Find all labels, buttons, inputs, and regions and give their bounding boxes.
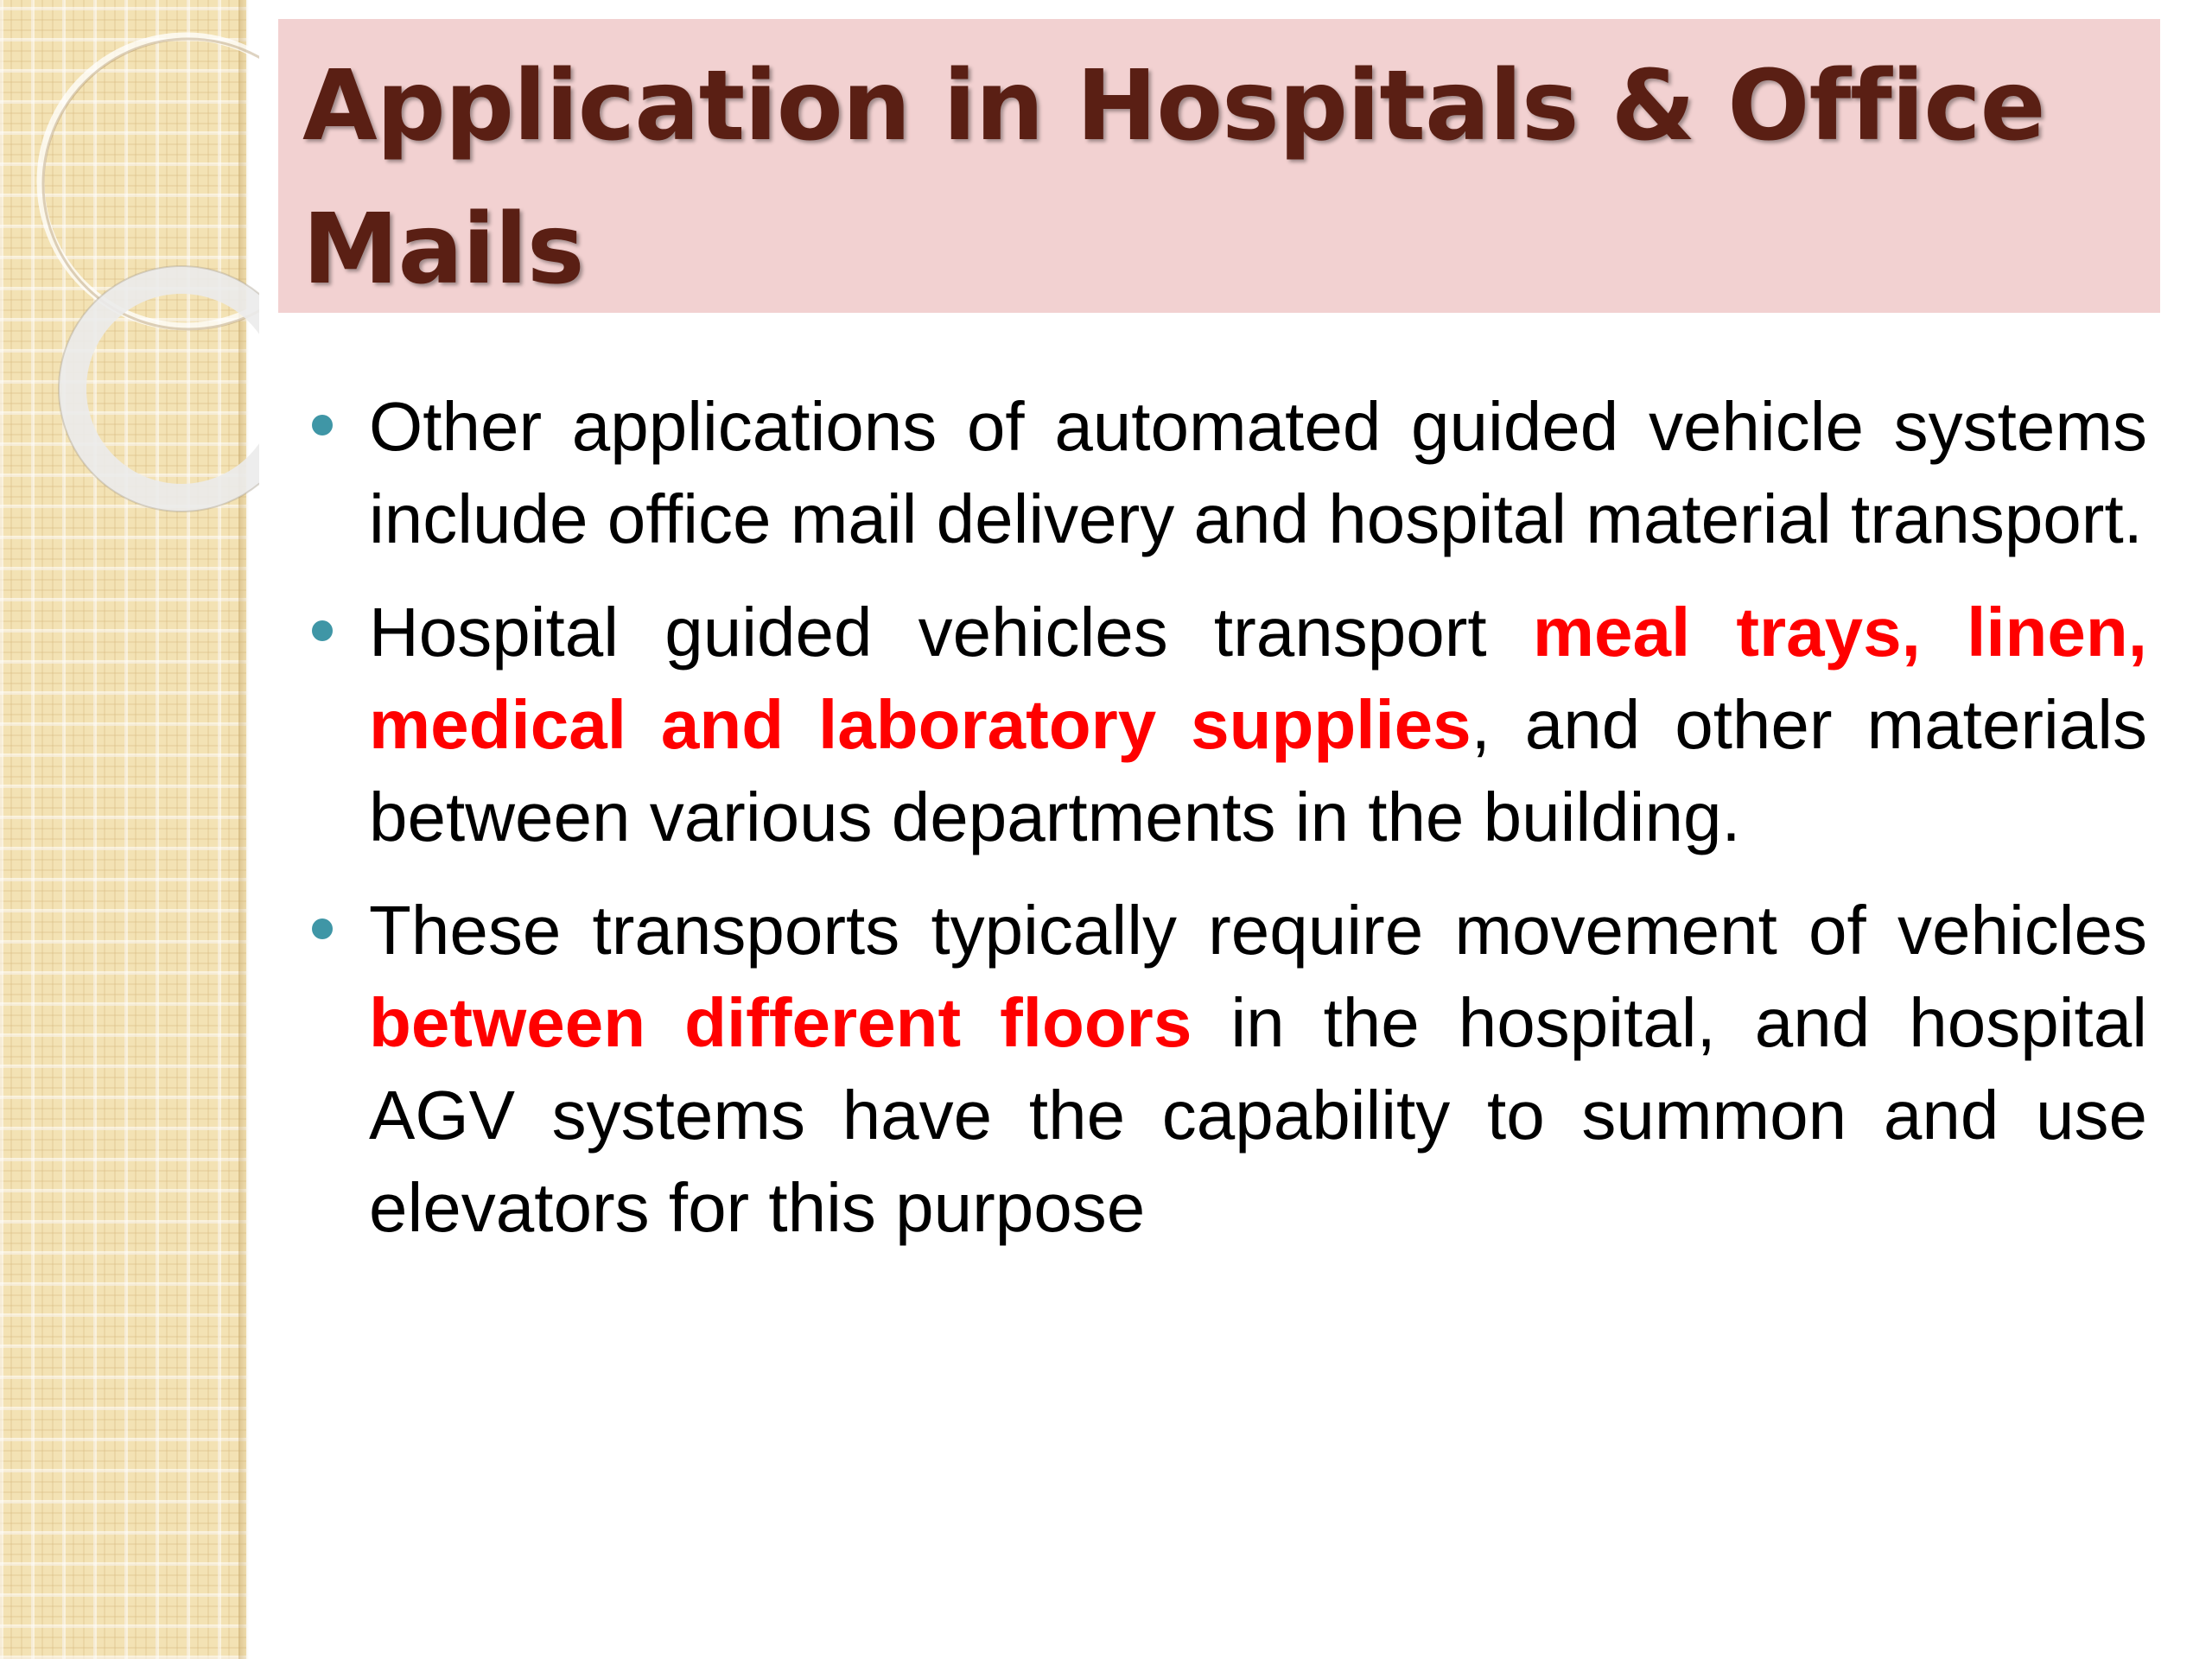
small-ring [73,280,259,498]
round-bullet-icon [312,918,333,939]
bullet-text: Hospital guided vehicles transport [369,594,1533,671]
bullet-text-after: , and other materials between various departments in the building. [369,686,2147,855]
decorative-rings-icon [0,0,259,553]
bullet-text: Other applications of automated guided vehicle systems include office mail delivery and hospital material transport. [369,388,2147,557]
bullet-item-2 [307,586,2147,863]
bullet-highlight: meal trays, linen, medical and laboratory supplies [369,594,2147,763]
bullet-text-after: in the hospital, and hospital AGV systems have the capability to summon and use elevators for this purpose [369,984,2147,1246]
slide-title: Application in Hospitals & Office Mails [302,50,2045,306]
round-bullet-icon [312,620,333,641]
bullet-text: These transports typically require movement of vehicles [369,892,2147,969]
bullet-item-1 [307,380,2147,565]
round-bullet-icon [312,415,333,435]
bullet-list [307,380,2147,1274]
bullet-highlight: between different floors [369,984,1192,1061]
bullet-item-3 [307,884,2147,1254]
